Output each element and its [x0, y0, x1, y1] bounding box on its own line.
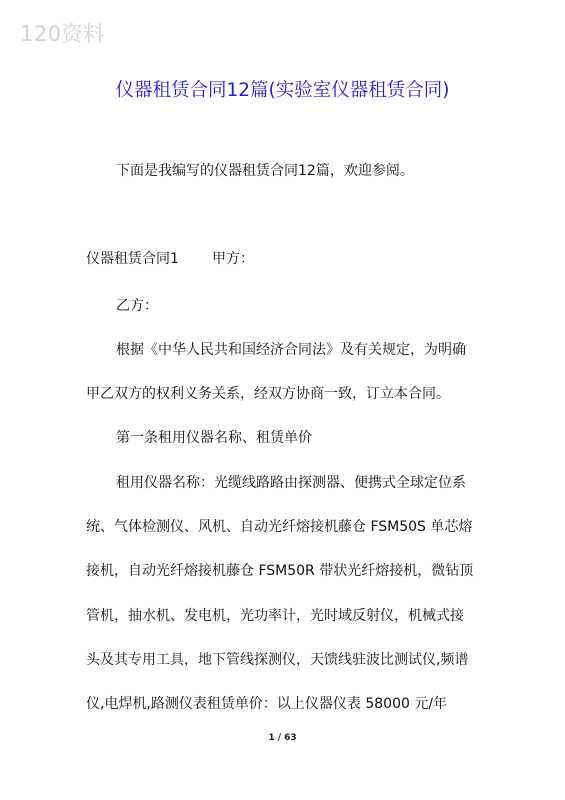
- body-line: 接机，自动光纤熔接机藤仓 FSM50R 带状光纤熔接机，微钻顶: [86, 563, 474, 579]
- document-title: 仪器租赁合同12篇(实验室仪器租赁合同): [115, 80, 450, 101]
- body-line: 统、气体检测仪、风机、自动光纤熔接机藤仓 FSM50S 单芯熔: [86, 519, 473, 535]
- party-b-label: 乙方：: [116, 298, 158, 314]
- page-number: 1 / 63: [268, 733, 297, 743]
- party-a-label: 甲方：: [212, 251, 254, 267]
- body-line: 租用仪器名称：光缆线路路由探测器、便携式全球定位系: [116, 475, 466, 491]
- body-line: 管机，抽水机、发电机，光功率计，光时域反射仪，机械式接: [86, 608, 464, 624]
- body-line: 头及其专用工具，地下管线探测仪，天馈线驻波比测试仪,频谱: [86, 652, 469, 668]
- watermark: 120资料: [20, 22, 105, 46]
- body-line: 甲乙双方的权利义务关系，经双方协商一致，订立本合同。: [86, 386, 450, 402]
- body-line: 根据《中华人民共和国经济合同法》及有关规定，为明确: [116, 342, 466, 358]
- contract-heading: 仪器租赁合同1: [86, 251, 179, 267]
- intro-paragraph: 下面是我编写的仪器租赁合同12篇，欢迎参阅。: [116, 163, 414, 179]
- section-heading: 第一条租用仪器名称、租赁单价: [116, 430, 312, 446]
- body-line: 仪,电焊机,路测仪表租赁单价：以上仪器仪表 58000 元/年: [86, 696, 448, 712]
